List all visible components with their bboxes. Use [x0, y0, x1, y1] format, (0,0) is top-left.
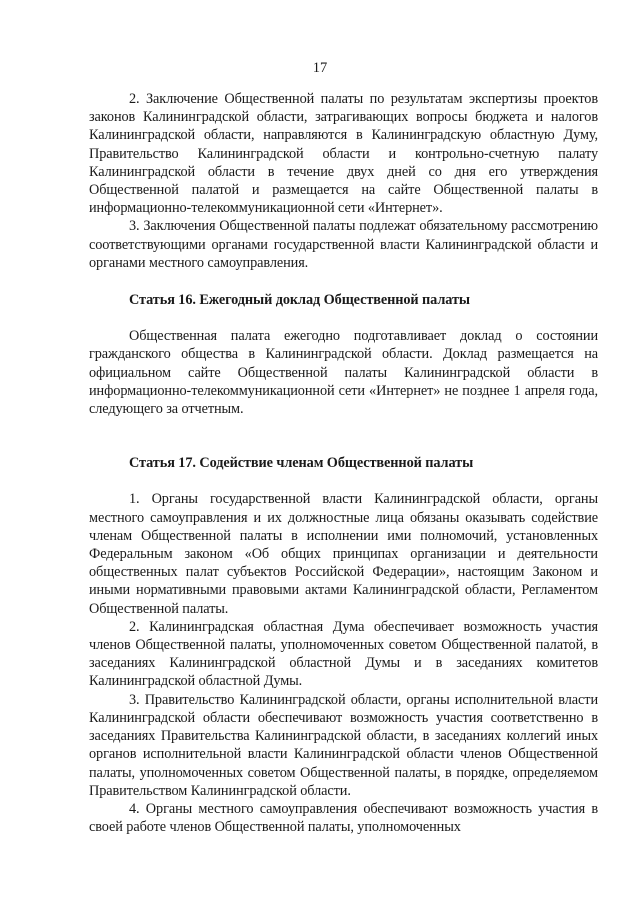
- heading-article-17: Статья 17. Содействие членам Общественной палаты: [129, 455, 474, 472]
- page-number: 17: [312, 60, 328, 76]
- heading-article-16: Статья 16. Ежегодный доклад Общественной палаты: [129, 292, 470, 309]
- document-body: [89, 90, 598, 836]
- paragraph-local-government-participation: 4. Органы местного самоуправления обеспечивают возможность участия в своей работе членов Общественной палаты, уполномоченных: [89, 800, 598, 836]
- paragraph-state-assistance: 1. Органы государственной власти Калининградской области, органы местного самоуправления и их должностные лица обязаны оказывать содействие членам Общественной палаты в исполнении ими полномочий, установленных Федеральным законом «Об общих принципах организации и деятельности общественных палат субъектов Российской Федерации», настоящим Законом и иными нормативными правовыми актами Калининградской области, Регламентом Общественной палаты.: [89, 491, 598, 617]
- paragraph-expertise-conclusion: 2. Заключение Общественной палаты по результатам экспертизы проектов законов Калининградской области, затрагивающих вопросы бюджета и налогов Калининградской области, направляются в Калининградскую областную Думу, Правительство Калининградской области и контрольно-счетную палату Калининградской области в течение двух дней со дня его утверждения Общественной палатой и размещается на сайте Общественной палаты в информационно-телекоммуникационной сети «Интернет».: [89, 91, 598, 217]
- paragraph-duma-participation: 2. Калининградская областная Дума обеспечивает возможность участия членов Общественной палаты, уполномоченных советом Общественной палатой, в заседаниях Калининградской областной Думы и в заседаниях комитетов Калининградской областной Думы.: [89, 618, 598, 690]
- paragraph-government-participation: 3. Правительство Калининградской области, органы исполнительной власти Калининградской области обеспечивают возможность участия соответственно в заседаниях Правительства Калининградской области, в заседаниях коллегий иных органов исполнительной власти Калининградской области членов Общественной палаты, уполномоченных советом Общественной палаты, в порядке, определяемом Правительством Калининградской области.: [89, 691, 598, 799]
- paragraph-mandatory-review: 3. Заключения Общественной палаты подлежат обязательному рассмотрению соответствующими органами государственной власти Калининградской области и органами местного самоуправления.: [89, 218, 598, 271]
- paragraph-annual-report: Общественная палата ежегодно подготавливает доклад о состоянии гражданского общества в Калининградской области. Доклад размещается на официальном сайте Общественной палаты Калининградской области в информационно-телекоммуникационной сети «Интернет» не позднее 1 апреля года, следующего за отчетным.: [89, 328, 598, 418]
